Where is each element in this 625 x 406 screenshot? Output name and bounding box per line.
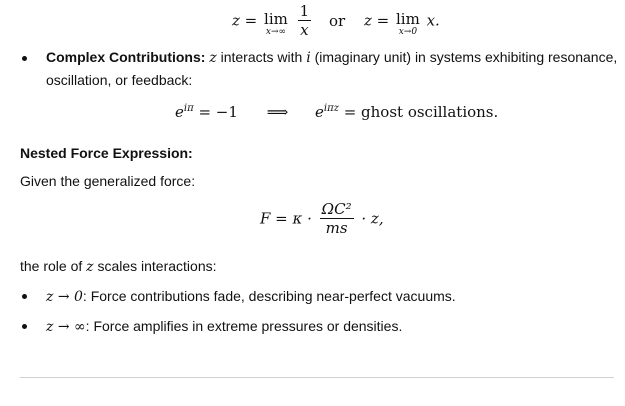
limit-operator-zero: [396, 11, 420, 37]
euler-equation: [175, 103, 498, 121]
force-fraction: [320, 200, 354, 237]
complex-text-a: interacts with: [220, 49, 303, 65]
one-over-x-fraction: [298, 2, 312, 39]
euler-exponent-1: iπ: [183, 103, 194, 114]
force-equation: [260, 200, 384, 237]
complex-var-z: z: [209, 50, 217, 66]
euler-base-1: e: [175, 103, 184, 121]
horizontal-divider: [20, 377, 614, 378]
given-text: Given the generalized force:: [20, 173, 196, 189]
limit-lhs: z =: [232, 11, 258, 30]
euler-rhs-2: = ghost oscillations.: [343, 103, 499, 121]
bullet-zero: [22, 294, 27, 299]
bullet-infinity-math: z → ∞: [46, 319, 86, 335]
bullet-infinity: [22, 324, 27, 329]
complex-line-2: oscillation, or feedback:: [46, 72, 193, 88]
force-rhs: · z,: [361, 209, 384, 228]
limit-rhs-2: x.: [426, 11, 440, 30]
limit-lhs-2: z =: [363, 11, 390, 30]
role-line: [20, 256, 217, 277]
limit-equation: [232, 2, 440, 39]
lim-word: lim: [264, 9, 288, 28]
bullet-zero-math: z → 0: [46, 289, 83, 305]
fraction-denominator: x: [300, 21, 309, 39]
bullet-infinity-text: : Force amplifies in extreme pressures or densities.: [85, 318, 403, 334]
or-word: or: [328, 11, 346, 30]
fraction-numerator: 1: [299, 2, 310, 20]
role-var-z: z: [86, 259, 94, 275]
limit-operator-infinity: [264, 11, 288, 37]
complex-label: Complex Contributions:: [46, 49, 206, 65]
force-denominator: ms: [325, 219, 348, 237]
role-text-a: the role of: [20, 258, 83, 274]
lim-subscript: x→∞: [265, 26, 286, 37]
euler-rhs-1: = −1: [198, 103, 238, 121]
complex-line-1: [46, 47, 617, 68]
bullet-infinity-line: [46, 316, 402, 337]
bullet-complex: [22, 56, 27, 61]
bullet-zero-line: [46, 286, 456, 307]
euler-exponent-2: iπz: [323, 103, 339, 114]
lim-subscript-2: x→0: [398, 26, 418, 37]
implies-arrow: ⟹: [266, 103, 289, 121]
complex-var-i: i: [306, 50, 311, 66]
lim-word-2: lim: [395, 9, 420, 28]
euler-base-2: e: [314, 103, 324, 121]
role-text-b: scales interactions:: [97, 258, 217, 274]
nested-heading: Nested Force Expression:: [20, 145, 193, 161]
force-lhs: F = κ ·: [260, 209, 312, 228]
bullet-zero-text: : Force contributions fade, describing near-perfect vacuums.: [82, 288, 456, 304]
force-numerator: ΩC²: [321, 200, 352, 218]
complex-text-b: (imaginary unit) in systems exhibiting resonance,: [314, 49, 618, 65]
